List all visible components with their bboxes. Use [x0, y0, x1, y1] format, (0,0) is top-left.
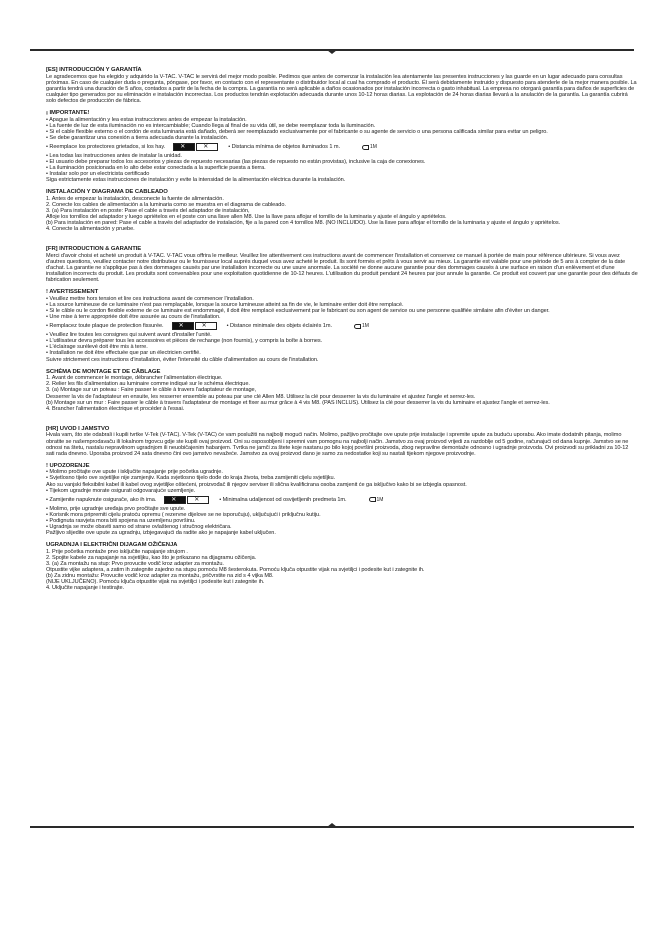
section-title: [HR] UVOD I JAMSTVO [46, 425, 110, 432]
wiring-step: 4. Uključite napajanje i testirajte. [46, 584, 125, 591]
warning-item: • Veuillez mettre hors tension et lire ces instructions avant de commencer l'installation. [46, 296, 254, 303]
warning-item: Ako su vanjski fleksibilni kabel ili kabel ovog svjetiljke oštećeni, proizvođač ili njegov serviser ili slična kvalificirana osoba zamjenit će ga isključivo kako bi se izbjegla opasnost. [46, 481, 467, 488]
warning-item: Suivre strictement ces instructions d'installation, éviter l'intensité du câble d'alimentation au cours de l'installation. [46, 356, 319, 363]
top-divider [30, 49, 634, 51]
wiring-title: SCHÉMA DE MONTAGE ET DE CÂBLAGE [46, 368, 161, 375]
wiring-step: 3. (a) Para instalación en poste: Pase el cable a través del adaptador de instalación, [46, 208, 250, 215]
distance-text: • Distance minimale des objets éclairés 1m. [226, 323, 332, 330]
wiring-step: 1. Avant de commencer le montage, débrancher l'alimentation électrique. [46, 375, 223, 382]
distance-text: • Minimalna udaljenost od osvijetljenih predmeta 1m. [219, 496, 347, 503]
intro-paragraph: Le agradecemos que ha elegido y adquirido la V-TAC. V-TAC le servirá del mejor modo posible. Pedimos que antes de comenzar la instalación lea atentamente las presentes instrucciones y las guarde en un lugar adecuado para consultas próximas. En caso de cualquier duda o pregunta, póngase, por favor, en contacto con el representante o distribuidor local al cual ha comprado el producto. Él será debidamente instruido y dispuesto para atenderle de la mejor manera posible. La garantía tendrá una duración de 5 años, contados a partir de la fecha de la compra. La garantía no será aplicable a daños ocasionados por instalación incorrecta o gasto inhabitual. La empresa no otorgará garantía para daños de superficies de cualquier tipo generados por su eliminación e instalación incorrectas. Los productos tendrán explotación adecuada durante unos 10-12 horas diarias. La explotación de 24 horas diarias llevará a la anulación de la garantía. La garantía cubrirá solo defectos de producción de fábrica. [46, 73, 637, 104]
warning-item: • Tijekom ugradnje morate osigurati odgovarajuće uzemljenje. [46, 487, 196, 494]
warning-title: ! AVERTISSEMENT [46, 289, 99, 296]
warning-item: • La source lumineuse de ce luminaire n'est pas remplaçable, lorsque la source lumineuse atteint sa fin de vie, le luminaire entier doit être remplacé. [46, 302, 404, 309]
symbol-row [46, 495, 638, 505]
replace-shields-text: • Zamijenite napuknute osigurače, ako ih ima. [46, 496, 157, 503]
wiring-step: 2. Spojite kabele za napajanje na svjetiljku, kao što je prikazano na dijagramu ožičenja. [46, 554, 257, 561]
wiring-step: Otpustite vijke adaptera, a zatim ih zategnite zajedno na stupu pomoću M8 šesterokuta. Pomoću ključa otpustite vijak na svjetiljci i podesite kut i zategnite ih. [46, 566, 425, 573]
cracked-glass-icon: ✕ [164, 496, 186, 504]
warning-item: • La iluminación posicionada en lo alto debe estar conectada a la superficie puesta a tierra. [46, 165, 266, 172]
replace-shield-symbol [173, 143, 218, 151]
warning-item: • Une mise à terre appropriée doit être assurée au cours de l'installation. [46, 314, 221, 321]
cracked-glass-icon: ✕ [196, 143, 218, 151]
section-hr [46, 426, 638, 591]
warning-item: • Podignuta rasvjeta mora biti spojena na uzemljenu površinu. [46, 517, 196, 524]
wiring-step: (b) Za zidnu montažu: Provucite vodič kroz adapter za montažu, pričvrstite na zid s 4 vijka M8. [46, 572, 274, 579]
warning-item: • Svjetlosno tijelo ove svjetiljke nije zamjenjiv. Kada svjetlosno tijelo dođe do kraja života, treba zamijeniti cijelu svjetiljku. [46, 475, 336, 482]
warning-item: • Ugradnja se može obaviti samo od strane ovlaštenog i stručnog električara. [46, 523, 232, 530]
intro-paragraph: Merci d'avoir choisi et acheté un produit à V-TAC. V-TAC vous offrira le meilleur. Veuillez lire attentivement ces instructions avant de commencer l'installation et conservez ce manuel à portée de main pour référence ultérieure. Si vous avez d'autres questions, veuillez contacter notre distributeur ou le fournisseur local auprès duquel vous avez acheté le produit. Ils sont formés et prêts à vous servir au mieux. La garantie est valable pour une période de 5 ans à compter de la date d'achat. La garantie ne s'applique pas à des dommages causés par une installation incorrecte ou une usure anormale. La société ne donne aucune garantie pour des dommages causés à une surface en raison d'un enlèvement et d'une installation incorrects du produit. Les produits sont convenables pour une exploitation quotidienne de 10-12 heures. L'utilisation du produit pendant 24 heures par jour annule la garantie. Ce produit est couvert par une garantie pour des défauts de fabrication seulement. [46, 253, 638, 284]
replace-shields-text: • Reemplace los protectores grietados, si los hay. [46, 143, 166, 150]
section-title: [ES] INTRODUCCIÓN Y GARANTÍA [46, 67, 142, 73]
warning-item: • La fuente de luz de esta iluminación no es intercambiable; Cuando llega al final de su vida útil, se debe reemplazar toda la iluminación. [46, 122, 376, 129]
wiring-step: (b) Montage sur un mur : Faire passer le câble à travers l'adaptateur de montage et fixer au mur grâce à 4 vis M8. (PAS INCLUS). Utilisez la clé pour desserrer la vis du luminaire et ajustez l'angle et serrez-les. [46, 399, 550, 406]
wiring-step: 1. Antes de empezar la instalación, desconecte la fuente de alimentación. [46, 196, 224, 203]
wiring-step: 4. Conecte la alimentación y pruebe. [46, 226, 135, 233]
warning-item: Pažljivo slijedite ove upute za ugradnju, izbjegavajući da radite ako je napajanje kabel uključen. [46, 529, 276, 536]
warning-item: • Korisnik mora pripremiti cijelu pratoću opremu ( rezervne dijelove se ne isporučuju), uključujući i priključnu kutiju. [46, 511, 321, 518]
replace-shield-symbol [172, 322, 217, 330]
warning-title: ! UPOZORENJE [46, 462, 90, 469]
replace-shields-text: • Remplacez toute plaque de protection fissurée. [46, 323, 164, 330]
wiring-step: 1. Prije početka montaže prvo isključite napajanje strujom . [46, 548, 188, 555]
warning-item: • Molimo pročitajte ove upute i isključite napajanje prije početka ugradnje. [46, 469, 223, 476]
warning-item: • L'éclairage surélevé doit être mis à terre. [46, 344, 148, 351]
symbol-row [46, 321, 638, 331]
lamp-distance-icon: 1M [369, 497, 384, 503]
wiring-title: UGRADNJA I ELEKTRIČNI DIJAGAM OŽIČENJA [46, 541, 178, 548]
warning-item: • Si el cable flexible externo o el cordón de esta luminaria está dañado, deberá ser reemplazado exclusivamente por el fabricante o su agente de servicio o una persona calificada similar para evitar un peligro. [46, 128, 548, 135]
replace-shield-symbol [164, 496, 209, 504]
intro-paragraph: Hvala vam, što ste odabrali i kupili tvrtke V-Tek (V-TAC). V-Tek (V-TAC) će vam poslužiti na najbolji mogući način. Molimo, pažljivo pročitajte ove upute prije instalacije i spremite upute za buduću uporabu. Ako imate dodatnih pitanja, molimo obratite se našemprodavaču ili lokalnom trgovcu gdje ste kupili ovaj proizvod. Oni su osposobljeni i spremni vam pomognu na najbolji način. Jamstvo za ovaj proizvod vrijedi za razdoblje od 5 godine, računajući od dana kupnje. Jamstvo se ne odnosi na štetu, nastalu nepravilnom ugradnjom ili neuobičajenim habanjem. Tvrtka ne jamči za štete koje nastanu po bilo kojoj površini proizvoda, zbog nepravilne demontaže odnosno i ugradnje proizvoda. Ovi proizvodi su prikladni za 10-12 sati rada dnevno. Uporaba proizvod 24 sata dnevno čini ovo jamstvo nevažeće. Jamstvo za ovaj proizvod dano je samo za nedostatke koji su nastali tijekom njegove proizvodnje. [46, 432, 629, 457]
wiring-step: (NIJE UKLJUČENO). Pomoću ključa otpustite vijak na svjetiljci i podesite kut i zategnite ih. [46, 578, 265, 585]
lamp-distance-icon: 1M [354, 323, 369, 329]
warning-item: • Instalar solo por un electricista certificado [46, 171, 150, 178]
section-title: [FR] INTRODUCTION & GARANTIE [46, 246, 142, 253]
cracked-glass-icon: ✕ [195, 322, 217, 330]
wiring-title: INSTALACIÓN Y DIAGRAMA DE CABLEADO [46, 189, 168, 196]
document-body [46, 67, 638, 591]
wiring-step: 3. (a) Za montažu na stup: Prvo provucite vodič kroz adapter za montažu. [46, 560, 224, 567]
wiring-step: Desserrer la vis de l'adaptateur en ensuite, les resserrer ensemble au poteau par une clé Allen M8. Utilisez la clé pour desserrer la vis du luminaire et ajustez l'angle et serrez-les. [46, 393, 476, 400]
wiring-step: 4. Brancher l'alimentation électrique et procéder à l'essai. [46, 405, 185, 412]
distance-text: • Distancia mínima de objetos iluminados 1 m. [228, 143, 340, 150]
wiring-step: 2. Conecte los cables de alimentación a la luminaria como se muestra en el diagrama de cableado. [46, 202, 286, 209]
warning-item: • Se debe garantizar una conexión a tierra adecuada durante la instalación. [46, 134, 229, 141]
warning-item: • Molimo, prije ugradnje uređaja prvo pročitajte sve upute. [46, 505, 186, 512]
warning-item: • Apague la alimentación y lea estas instrucciones antes de empezar la instalación. [46, 116, 247, 123]
warning-item: • Installation ne doit être effectuée que par un électricien certifié. [46, 350, 201, 357]
cracked-glass-icon: ✕ [187, 496, 209, 504]
warning-item: • El usuario debe preparar todos los accesorios y piezas de repuesto necesarias (las piezas de repuesto no están provistas), inclusive la caja de conexiones. [46, 159, 426, 166]
warning-item: • Lea todas las instrucciones antes de instalar la unidad. [46, 153, 182, 160]
warning-title: ¡ IMPORTANTE! [46, 110, 90, 117]
cracked-glass-icon: ✕ [172, 322, 194, 330]
bottom-divider [30, 826, 634, 828]
section-fr [46, 246, 638, 411]
warning-item: • Veuillez lire toutes les consignes qui suivent avant d'installer l'unité. [46, 332, 212, 339]
wiring-step: (b) Para instalación en pared: Pase el cable a través del adaptador de instalación, fije a la pared con 4 tornillos M8. (NO INCLUIDO). Use la llave para aflojar el tornillo de la luminaria y ajuste el ángulo y apriételos. [46, 220, 561, 227]
warning-item: Siga estrictamente estas instrucciones de instalación y evite la intensidad de la alimentación eléctrica durante la instalación. [46, 177, 346, 184]
warning-item: • L'utilisateur devra préparer tous les accessoires et pièces de rechange (non fournis), y compris la boîte à bornes. [46, 338, 323, 345]
warning-item: • Si le câble ou le cordon flexible externe de ce luminaire est endommagé, il doit être remplacé exclusivement par le fabricant ou son agent de service ou une personne qualifiée similaire afin d'éviter un danger. [46, 308, 550, 315]
cracked-glass-icon: ✕ [173, 143, 195, 151]
wiring-step: 2. Relier les fils d'alimentation au luminaire comme indiqué sur le schéma électrique. [46, 381, 250, 388]
lamp-distance-icon: 1M [362, 144, 377, 150]
wiring-step: 3. (a) Montage sur un poteau : Faire passer le câble à travers l'adaptateur de montage, [46, 387, 257, 394]
wiring-step: Afloje los tornillos del adaptador y luego apriételos en el poste con una llave allen M8. Use la llave para aflojar el tornillo de la luminaria y ajuste el ángulo y apriételos. [46, 214, 447, 221]
symbol-row [46, 142, 638, 152]
section-es [46, 67, 638, 232]
